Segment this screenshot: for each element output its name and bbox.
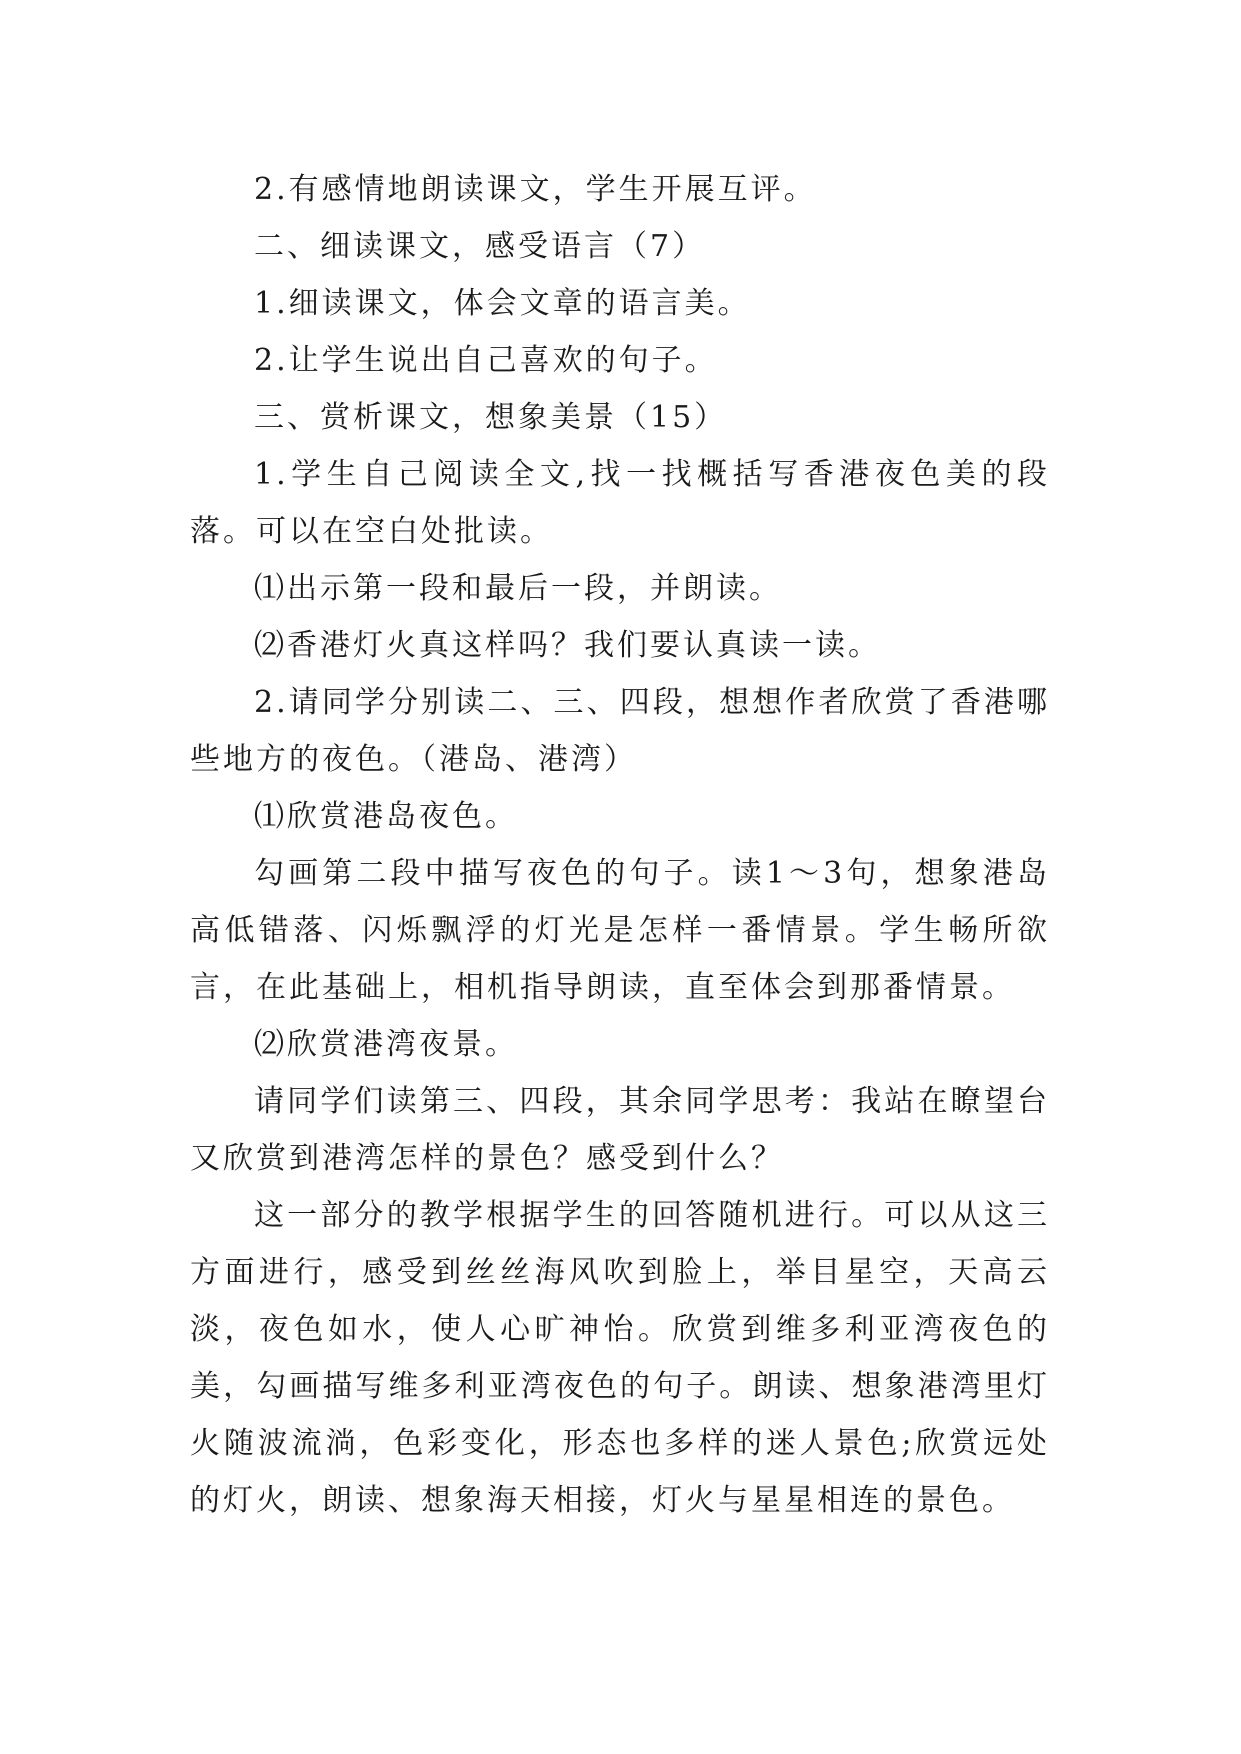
section-heading-5: 三、赏析课文，想象美景（15） — [254, 400, 728, 435]
paragraph-14: 这一部分的教学根据学生的回答随机进行。可以从这三方面进行，感受到丝丝海风吹到脸上，举目星空，天高云淡，夜色如水，使人心旷神怡。欣赏到维多利亚湾夜色的美，勾画描写维多利亚湾夜色的句子。朗读、想象港湾里灯火随波流淌，色彩变化，形态也多样的迷人景色;欣赏远处的灯火，朗读、想象海天相接，灯火与星星相连的景色。 — [190, 1198, 1050, 1518]
paragraph-1: 2.有感情地朗读课文，学生开展互评。 — [254, 172, 817, 207]
paragraph-4: 2.让学生说出自己喜欢的句子。 — [254, 343, 718, 378]
paragraph-6: 1.学生自己阅读全文,找一找概括写香港夜色美的段落。可以在空白处批读。 — [190, 457, 1050, 549]
paragraph-8: ⑵香港灯火真这样吗？我们要认真读一读。 — [254, 628, 881, 663]
paragraph-10: ⑴欣赏港岛夜色。 — [254, 799, 518, 834]
paragraph-12: ⑵欣赏港湾夜景。 — [254, 1027, 518, 1062]
paragraph-11: 勾画第二段中描写夜色的句子。读1～3句，想象港岛高低错落、闪烁飘浮的灯光是怎样一番情景。学生畅所欲言，在此基础上，相机指导朗读，直至体会到那番情景。 — [190, 856, 1050, 1005]
paragraph-13: 请同学们读第三、四段，其余同学思考：我站在瞭望台又欣赏到港湾怎样的景色？感受到什么？ — [190, 1084, 1050, 1176]
paragraph-3: 1.细读课文，体会文章的语言美。 — [254, 286, 751, 321]
section-heading-2: 二、细读课文，感受语言（7） — [254, 229, 706, 264]
paragraph-7: ⑴出示第一段和最后一段，并朗读。 — [254, 571, 782, 606]
paragraph-9: 2.请同学分别读二、三、四段，想想作者欣赏了香港哪些地方的夜色。（港岛、港湾） — [190, 685, 1050, 777]
document-body — [190, 161, 1050, 1529]
